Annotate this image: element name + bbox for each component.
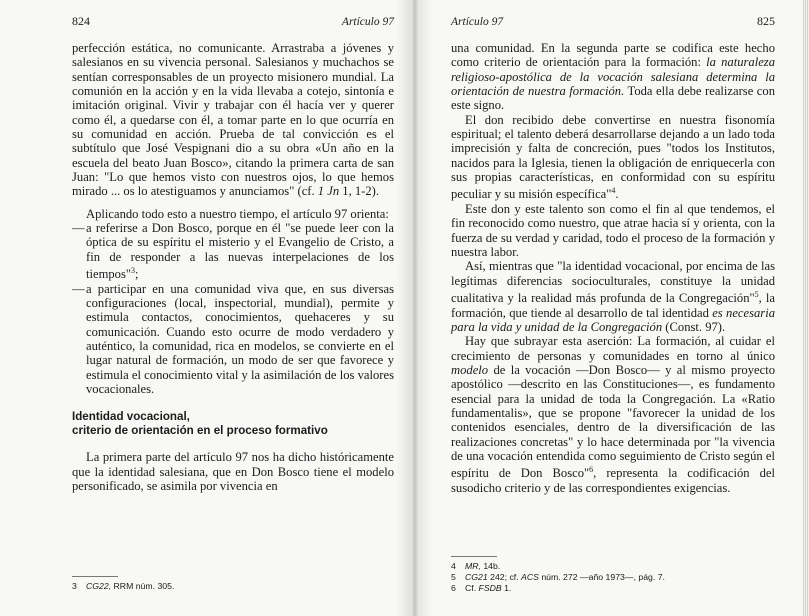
left-text-column xyxy=(72,14,394,493)
right-footnotes xyxy=(451,556,775,594)
footnote: 4 MR, 14b. xyxy=(451,561,501,571)
footnote-rule xyxy=(72,576,118,577)
section-heading: Identidad vocacional, criterio de orientación en el proceso formativo xyxy=(72,410,328,438)
right-running-title: Artículo 97 xyxy=(451,16,504,28)
paragraph: La primera parte del artículo 97 nos ha dicho históricamente que la identidad salesiana, que en Don Bosco tiene el modelo personificado, se asimila por vivencia en xyxy=(72,450,394,494)
right-body-text xyxy=(451,41,775,495)
paragraph: Así, mientras que "la identidad vocacional, por encima de las legítimas diferencias socioculturales, constituye la unidad cualitativa y la realidad más profunda de la Congregación"$^5$, la formación, que tiende al desarrollo de tal identidad es necesaria para la vida y unidad de la Congregación (Const. 97). xyxy=(451,259,775,334)
footnote: 5 CG21 242; cf. ACS núm. 272 —año 1973—, pág. 7. xyxy=(451,572,665,582)
paragraph: Este don y este talento son como el fin al que tendemos, el fin reconocido como nuestro, que atrae hacia sí y orienta, con la fuerza de su verdad y caridad, todo el proceso de la formación y nuestra labor. xyxy=(451,201,775,259)
left-running-title: Artículo 97 xyxy=(341,16,394,28)
list-item: — a referirse a Don Bosco, porque en él "se puede leer con la óptica de su espíritu el misterio y el Evangelio de Cristo, a fin de responder a las nuevas interpelaciones de los tiempos"$^3$; xyxy=(72,221,394,282)
footnote: 3 CG22, RRM núm. 305. xyxy=(72,581,175,591)
right-page-number: 825 xyxy=(757,14,775,28)
page-right xyxy=(414,0,809,616)
left-footnotes xyxy=(72,576,394,592)
paragraph: una comunidad. En la segunda parte se codifica este hecho como criterio de orientación para la formación: la naturaleza religioso-apostólica de la vocación salesiana determina la orientación de nuestra formación. Toda ella debe realizarse con este signo. xyxy=(451,41,775,113)
left-page-number: 824 xyxy=(72,14,90,28)
paragraph: El don recibido debe convertirse en nuestra fisonomía espiritual; el talento deberá desarrollarse dejando a un lado toda imprecisión y falta de concreción, pues "todos los Institutos, nacidos para la Iglesia, tienen la obligación de enriquecerla con sus propias características, en conformidad con su espíritu peculiar y su misión específica"$^4$. xyxy=(451,112,775,202)
left-running-header xyxy=(72,14,394,29)
list-item: — a participar en una comunidad viva que, en sus diversas configuraciones (local, inspectorial, mundial), permite y estimula contactos, conocimientos, quehaceres y su comunicación. Cuando esto ocurre de modo verdadero y auténtico, la comunidad, rica en modelos, se convierte en el lugar natural de formación, un modo de ser que favorece y estimula el conocimiento vital y la asimilación de los valores vocacionales. xyxy=(72,281,394,397)
book-edge-right xyxy=(803,0,809,616)
footnote-rule xyxy=(451,556,497,557)
right-text-column xyxy=(451,14,775,495)
right-running-header xyxy=(451,14,775,29)
paragraph: perfección estática, no comunicante. Arrastraba a jóvenes y salesianos en su vivencia personal. Salesianos y muchachos se sentían corresponsables de un proyecto misionero mundial. La comunión en la acción y en la vida llevaba a cotejo, sintonía e imitación original. Vivir y trabajar con él hacía ver y querer como él, a quedarse con él, a tomar parte en lo que ocurría en su comunidad en acción. Prueba de tal convicción es el subtítulo que José Vespignani dio a su obra «Un año en la escuela del beato Juan Bosco», citando la primera carta de san Juan: "Lo que hemos visto con nuestros ojos, lo que hemos mirado ... os lo atestiguamos y anunciamos" (cf. 1 Jn 1, 1-2). xyxy=(72,41,394,199)
left-body-text xyxy=(72,41,394,493)
footnote: 6 Cf. FSDB 1. xyxy=(451,583,512,593)
paragraph: Hay que subrayar esta aserción: La formación, al cuidar el crecimiento de personas y comunidades en torno al único modelo de la vocación —Don Bosco— y al mismo proyecto apostólico —descrito en las Constituciones—, es fundamento esencial para la unidad de toda la Congregación. La «Ratio fundamentalis», que se propone "favorecer la unidad de los contenidos esenciales, dentro de la diversificación de las realizaciones concretas" y lo hace determinada por "la vivencia de una vocación entendida como seguimiento de Cristo según el espíritu de Don Bosco"$^6$, representa la codificación del susodicho criterio y de las correspondientes exigencias. xyxy=(451,334,775,495)
paragraph: Aplicando todo esto a nuestro tiempo, el artículo 97 orienta: xyxy=(86,206,389,221)
book-gutter-shadow xyxy=(396,0,432,616)
